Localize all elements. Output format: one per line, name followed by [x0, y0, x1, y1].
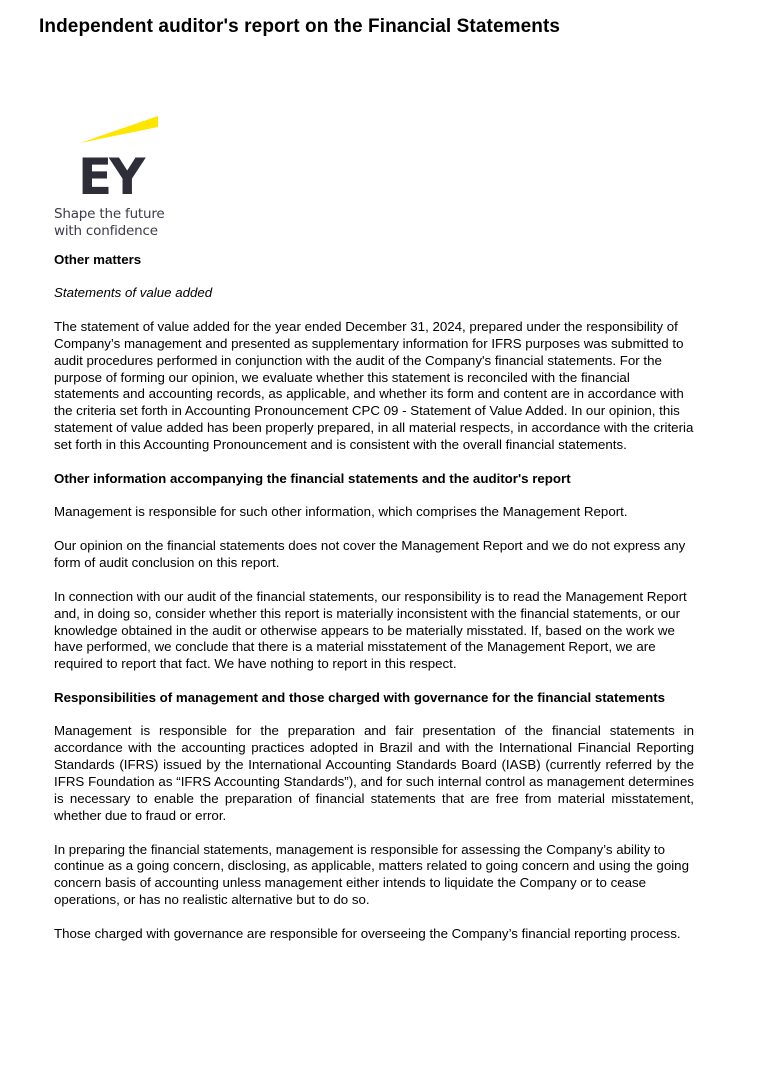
- paragraph-responsibilities-3: Those charged with governance are responsible for overseeing the Company’s financial reporting process.: [54, 926, 681, 942]
- tagline-line-2: with confidence: [54, 223, 158, 239]
- paragraph-responsibilities-1: Management is responsible for the preparation and fair presentation of the financial statements in accordance with the accounting practices adopted in Brazil and with the International Financial Reporting Standards (IFRS) issued by the International Accounting Standards Board (IASB) (currently referred by the IFRS Foundation as “IFRS Accounting Standards”), and for such internal control as management determines is necessary to enable the preparation of financial statements that are free from material misstatement, whether due to fraud or error.: [54, 723, 694, 823]
- paragraph-value-added: The statement of value added for the year ended December 31, 2024, prepared under the responsibility of Company’s management and presented as supplementary information for IFRS purposes was submitted to audit procedures performed in conjunction with the audit of the Company's financial statements. For the purpose of forming our opinion, we evaluate whether this statement is reconciled with the financial statements and accounting records, as applicable, and whether its form and content are in accordance with the criteria set forth in Accounting Pronouncement CPC 09 - Statement of Value Added. In our opinion, this statement of value added has been properly prepared, in all material respects, in accordance with the criteria set forth in this Accounting Pronouncement and is consistent with the overall financial statements.: [54, 318, 694, 453]
- tagline-line-1: Shape the future: [54, 206, 165, 222]
- subheading-statements-of-value-added: Statements of value added: [54, 284, 213, 300]
- ey-brand-text: EY: [78, 148, 143, 204]
- report-body: [54, 252, 694, 960]
- page-title: Independent auditor's report on the Financial Statements: [39, 16, 561, 37]
- paragraph-other-info-3: In connection with our audit of the financial statements, our responsibility is to read the Management Report and, in doing so, consider whether this report is materially inconsistent with the financial statements, or our knowledge obtained in the audit or otherwise appears to be materially misstated. If, based on the work we have performed, we conclude that there is a material misstatement of the Management Report, we are required to report that fact. We have nothing to report in this respect.: [54, 588, 687, 672]
- paragraph-responsibilities-2: In preparing the financial statements, management is responsible for assessing the Company’s ability to continue as a going concern, disclosing, as applicable, matters related to going concern and using the going concern basis of accounting unless management either intends to liquidate the Company or to cease operations, or has no realistic alternative but to do so.: [54, 841, 689, 908]
- section-heading-other-information: Other information accompanying the financial statements and the auditor's report: [54, 471, 571, 487]
- section-heading-other-matters: Other matters: [54, 252, 142, 267]
- logo-tagline: [54, 206, 165, 240]
- paragraph-other-info-1: Management is responsible for such other information, which comprises the Management Report.: [54, 503, 628, 519]
- paragraph-other-info-2: Our opinion on the financial statements does not cover the Management Report and we do not express any form of audit conclusion on this report.: [54, 537, 686, 570]
- ey-logo-icon: [54, 112, 194, 204]
- section-heading-responsibilities: Responsibilities of management and those charged with governance for the financial statements: [54, 690, 666, 706]
